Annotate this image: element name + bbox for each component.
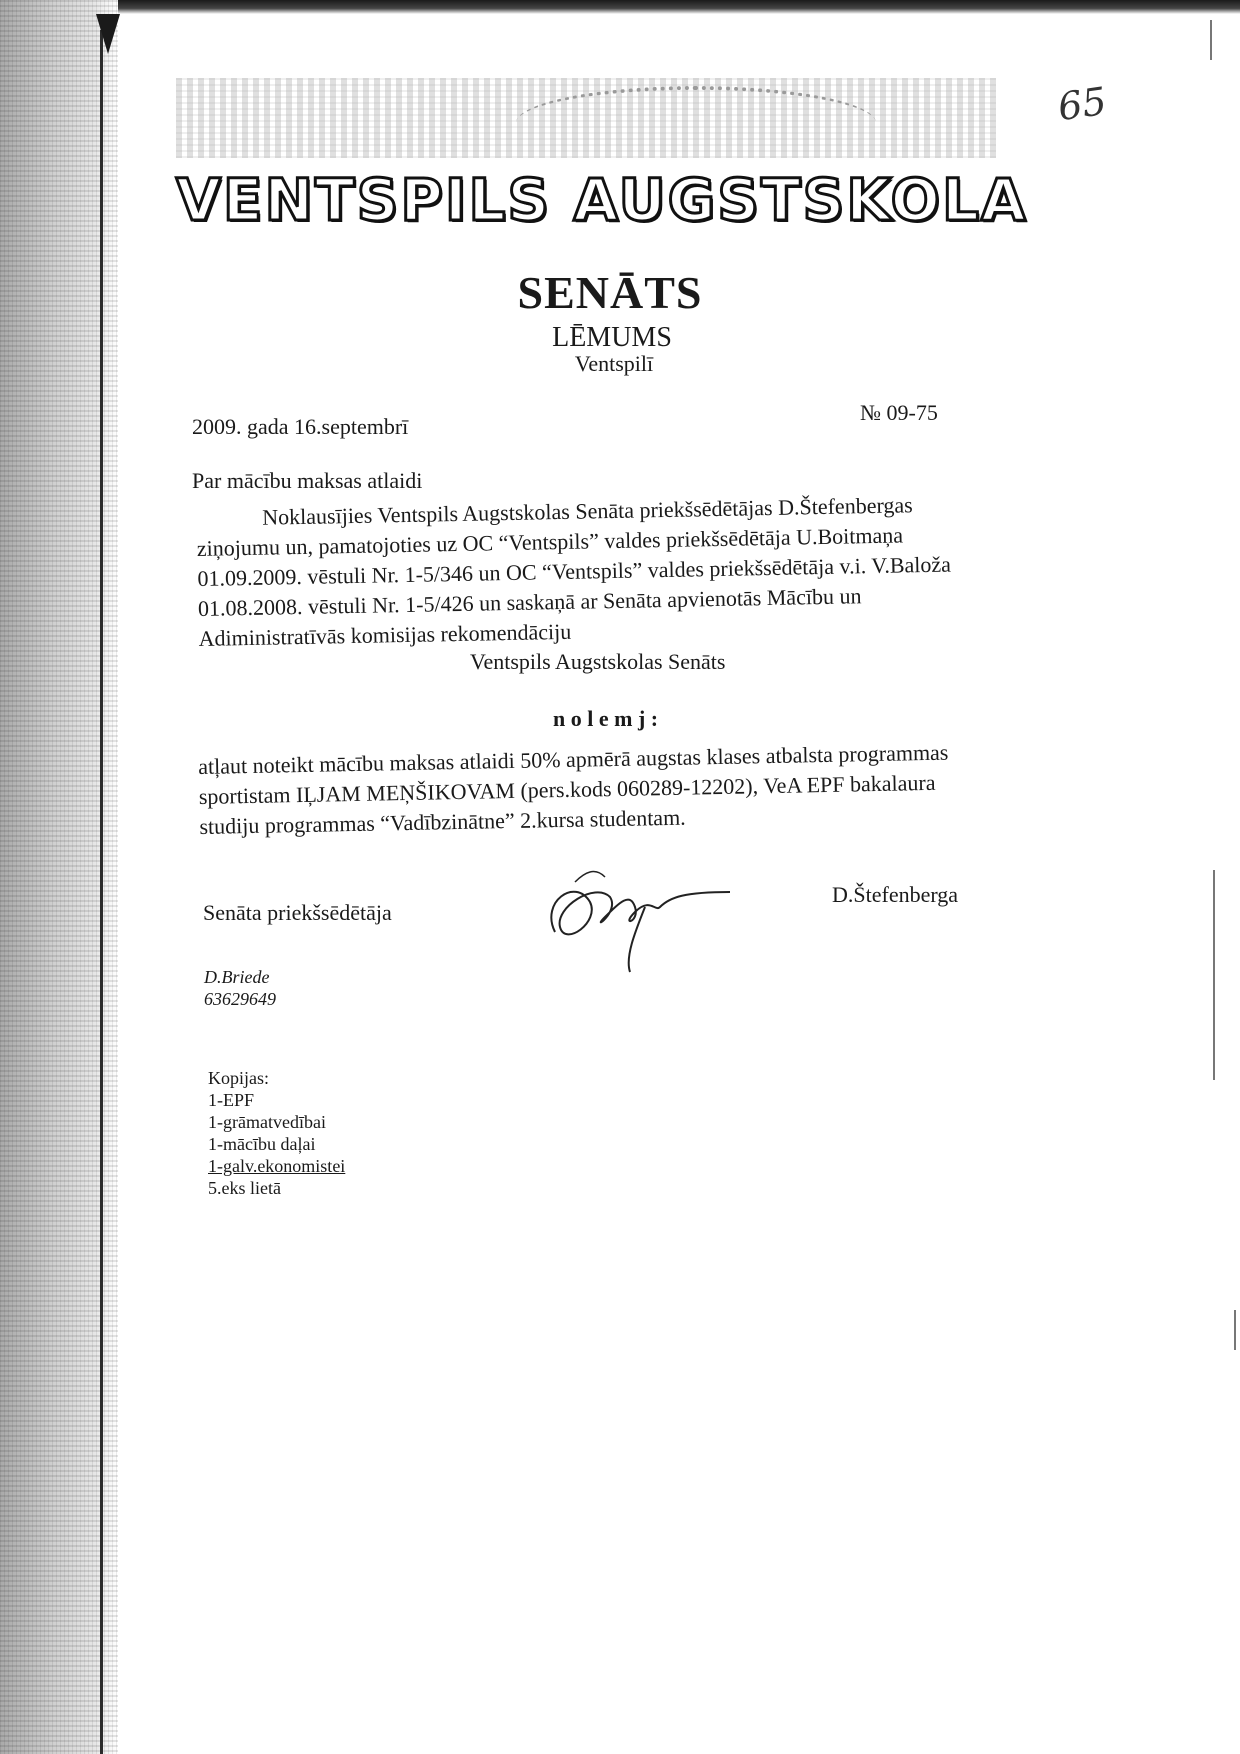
edge-mark bbox=[1234, 1310, 1236, 1350]
edge-mark bbox=[1213, 870, 1215, 1080]
logo-text: VENTSPILS AUGSTSKOLA bbox=[176, 166, 1028, 234]
copies-item: 1-mācību daļai bbox=[208, 1134, 316, 1154]
handwritten-corner-mark: 65 bbox=[1055, 78, 1110, 130]
document-number: № 09-75 bbox=[860, 400, 938, 425]
decision-line: atļaut noteikt mācību maksas atlaidi 50% apmērā augstas klases atbalsta programmas bbox=[198, 739, 949, 779]
preamble-line: Adiministratīvās komisijas rekomendāciju bbox=[198, 618, 572, 651]
decider: Ventspils Augstskolas Senāts bbox=[470, 649, 726, 674]
document-type: LĒMUMS bbox=[552, 322, 672, 353]
preamble-line: Noklausījies Ventspils Augstskolas Senāta priekšsēdētājas D.Štefenbergas bbox=[262, 492, 913, 530]
copies-item: 1-EPF bbox=[208, 1090, 255, 1110]
decision-line: studiju programmas “Vadībzinātne” 2.kursa studentam. bbox=[199, 804, 686, 839]
contact-name: D.Briede bbox=[204, 967, 270, 987]
copies-heading: Kopijas: bbox=[208, 1068, 269, 1088]
decision-line: sportistam IĻJAM MEŅŠIKOVAM (pers.kods 060289-12202), VeA EPF bakalaura bbox=[198, 769, 936, 809]
subject-line: Par mācību maksas atlaidi bbox=[192, 468, 423, 493]
handwritten-signature-icon bbox=[535, 862, 735, 982]
preamble-line: ziņojumu un, pamatojoties uz OC “Ventspils” valdes priekšsēdētāja U.Boitmaņa bbox=[196, 522, 904, 561]
copies-item: 1-galv.ekonomistei bbox=[208, 1156, 346, 1176]
preamble-line: 01.08.2008. vēstuli Nr. 1-5/426 un saskaņā ar Senāta apvienotās Mācību un bbox=[197, 583, 862, 621]
contact-phone: 63629649 bbox=[204, 989, 276, 1009]
institution-logo bbox=[176, 78, 1028, 238]
preamble-paragraph bbox=[196, 490, 952, 654]
spine-cap bbox=[96, 14, 120, 54]
signatory-role: Senāta priekšsēdētāja bbox=[203, 900, 392, 925]
edge-mark bbox=[1210, 20, 1212, 60]
signatory-name: D.Štefenberga bbox=[832, 882, 959, 907]
scan-top-shadow bbox=[0, 0, 1240, 14]
logo-arc bbox=[516, 86, 876, 160]
document-date: 2009. gada 16.septembrī bbox=[192, 414, 409, 439]
senate-title: SENĀTS bbox=[517, 267, 703, 318]
copies-item: 1-grāmatvedībai bbox=[208, 1112, 326, 1132]
place: Ventspilī bbox=[574, 351, 654, 376]
decision-paragraph bbox=[198, 738, 950, 842]
copies-item: 5.eks lietā bbox=[208, 1178, 281, 1198]
preamble-line: 01.09.2009. vēstuli Nr. 1-5/346 un OC “Ventspils” valdes priekšsēdētāja v.i. V.Baloža bbox=[197, 551, 952, 591]
decides-heading: n o l e m j : bbox=[553, 706, 659, 731]
